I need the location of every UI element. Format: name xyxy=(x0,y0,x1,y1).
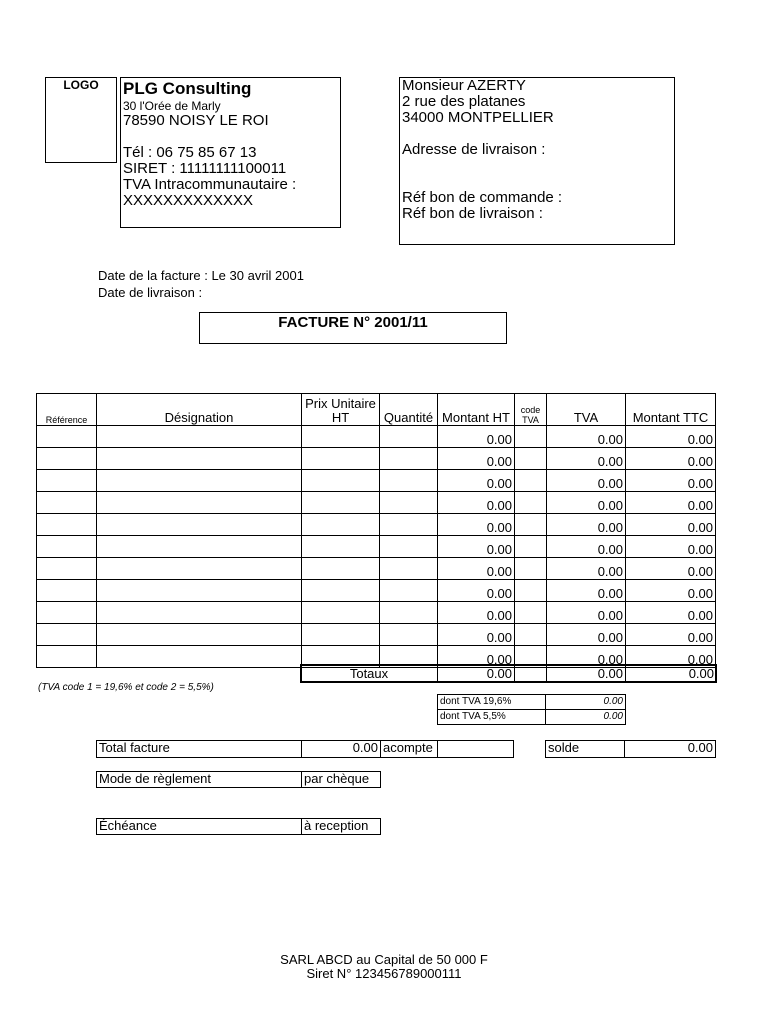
cell-montant-ht: 0.00 xyxy=(438,448,515,470)
payment-mode-label: Mode de règlement xyxy=(96,771,302,788)
cell-reference xyxy=(37,514,97,536)
header-reference: Référence xyxy=(37,394,97,426)
tva-55-value: 0.00 xyxy=(546,710,626,725)
cell-prix-unitaire xyxy=(302,448,380,470)
payment-mode-value: par chèque xyxy=(301,771,381,788)
cell-tva: 0.00 xyxy=(547,580,626,602)
cell-montant-ht: 0.00 xyxy=(438,602,515,624)
table-row xyxy=(37,514,716,536)
cell-reference xyxy=(37,602,97,624)
cell-montant-ttc: 0.00 xyxy=(626,558,716,580)
client-city: 34000 MONTPELLIER xyxy=(402,109,554,126)
header-tva: TVA xyxy=(547,394,626,426)
cell-reference xyxy=(37,624,97,646)
totals-ttc: 0.00 xyxy=(626,666,717,682)
header-montant-ht: Montant HT xyxy=(438,394,515,426)
solde-value: 0.00 xyxy=(624,740,716,758)
company-spacer xyxy=(123,129,340,145)
header-designation: Désignation xyxy=(97,394,302,426)
table-row xyxy=(37,558,716,580)
header-code-tva xyxy=(515,394,547,426)
table-row xyxy=(37,602,716,624)
cell-quantite xyxy=(380,426,438,448)
table-row xyxy=(37,536,716,558)
cell-designation xyxy=(97,426,302,448)
cell-tva: 0.00 xyxy=(547,470,626,492)
header-code-line1: code xyxy=(520,405,541,415)
cell-montant-ttc: 0.00 xyxy=(626,426,716,448)
cell-code-tva xyxy=(515,492,547,514)
cell-designation xyxy=(97,646,302,668)
header-quantite: Quantité xyxy=(380,394,438,426)
client-order-ref: Réf bon de commande : xyxy=(402,189,563,206)
cell-quantite xyxy=(380,514,438,536)
cell-montant-ttc: 0.00 xyxy=(626,492,716,514)
company-info xyxy=(120,77,341,228)
client-info xyxy=(399,77,675,245)
tva-breakdown-row xyxy=(438,695,626,710)
company-siret: SIRET : 11111111100011 xyxy=(123,160,287,177)
client-street: 2 rue des platanes xyxy=(402,93,526,110)
due-value: à reception xyxy=(301,818,381,835)
cell-tva: 0.00 xyxy=(547,536,626,558)
cell-designation xyxy=(97,536,302,558)
cell-code-tva xyxy=(515,470,547,492)
cell-prix-unitaire xyxy=(302,492,380,514)
company-phone: Tél : 06 75 85 67 13 xyxy=(123,144,257,161)
cell-designation xyxy=(97,514,302,536)
cell-tva: 0.00 xyxy=(547,602,626,624)
header-code-line2: TVA xyxy=(522,415,539,425)
delivery-date: Date de livraison : xyxy=(98,285,203,300)
cell-designation xyxy=(97,492,302,514)
cell-code-tva xyxy=(515,602,547,624)
company-tva-value: XXXXXXXXXXXXX xyxy=(123,192,254,209)
cell-tva: 0.00 xyxy=(547,514,626,536)
cell-code-tva xyxy=(515,558,547,580)
client-spacer xyxy=(402,126,674,142)
header-prix-line1: Prix Unitaire xyxy=(305,396,376,411)
cell-designation xyxy=(97,602,302,624)
cell-montant-ttc: 0.00 xyxy=(626,470,716,492)
cell-designation xyxy=(97,470,302,492)
cell-quantite xyxy=(380,536,438,558)
tva-breakdown xyxy=(437,694,626,725)
tva-code-note: (TVA code 1 = 19,6% et code 2 = 5,5%) xyxy=(38,682,214,693)
cell-prix-unitaire xyxy=(302,536,380,558)
cell-prix-unitaire xyxy=(302,426,380,448)
cell-montant-ht: 0.00 xyxy=(438,558,515,580)
cell-prix-unitaire xyxy=(302,624,380,646)
header-prix-unitaire xyxy=(302,394,380,426)
company-address-line1: 30 l'Orée de Marly xyxy=(123,99,221,113)
cell-montant-ttc: 0.00 xyxy=(626,580,716,602)
invoice-title: FACTURE N° 2001/11 xyxy=(199,312,507,344)
cell-montant-ttc: 0.00 xyxy=(626,536,716,558)
totals-frame xyxy=(300,664,717,683)
company-tva-label: TVA Intracommunautaire : xyxy=(123,176,297,193)
footer-siret: Siret N° 123456789000111 xyxy=(306,966,462,981)
totals-tva: 0.00 xyxy=(547,666,626,682)
cell-reference xyxy=(37,580,97,602)
solde-label: solde xyxy=(545,740,625,758)
cell-designation xyxy=(97,558,302,580)
table-row xyxy=(37,624,716,646)
table-row xyxy=(37,470,716,492)
cell-prix-unitaire xyxy=(302,580,380,602)
cell-code-tva xyxy=(515,536,547,558)
tva-55-label: dont TVA 5,5% xyxy=(438,710,546,725)
footer xyxy=(0,953,768,981)
cell-quantite xyxy=(380,602,438,624)
items-table xyxy=(36,393,716,668)
cell-montant-ttc: 0.00 xyxy=(626,514,716,536)
cell-code-tva xyxy=(515,514,547,536)
cell-tva: 0.00 xyxy=(547,558,626,580)
table-row xyxy=(37,580,716,602)
client-delivery-ref: Réf bon de livraison : xyxy=(402,205,543,222)
acompte-label: acompte xyxy=(380,740,438,758)
cell-montant-ht: 0.00 xyxy=(438,514,515,536)
invoice-dates xyxy=(98,267,304,301)
cell-montant-ht: 0.00 xyxy=(438,624,515,646)
cell-code-tva xyxy=(515,624,547,646)
cell-montant-ttc: 0.00 xyxy=(626,624,716,646)
cell-montant-ttc: 0.00 xyxy=(626,602,716,624)
client-spacer-2 xyxy=(402,158,674,190)
cell-montant-ttc: 0.00 xyxy=(626,448,716,470)
logo-placeholder xyxy=(45,77,117,163)
cell-quantite xyxy=(380,492,438,514)
cell-tva: 0.00 xyxy=(547,624,626,646)
tva-196-value: 0.00 xyxy=(546,695,626,710)
table-row xyxy=(37,448,716,470)
company-address-line2: 78590 NOISY LE ROI xyxy=(123,112,269,129)
cell-quantite xyxy=(380,470,438,492)
cell-montant-ttc: 0.00 xyxy=(626,646,716,668)
cell-montant-ht: 0.00 xyxy=(438,426,515,448)
totals-ht: 0.00 xyxy=(438,666,515,682)
cell-prix-unitaire xyxy=(302,558,380,580)
cell-montant-ht: 0.00 xyxy=(438,536,515,558)
client-name: Monsieur AZERTY xyxy=(402,77,526,94)
table-row xyxy=(37,492,716,514)
due-label: Échéance xyxy=(96,818,302,835)
cell-reference xyxy=(37,536,97,558)
cell-code-tva xyxy=(515,448,547,470)
totals-label: Totaux xyxy=(301,666,438,682)
tva-breakdown-row xyxy=(438,710,626,725)
cell-montant-ht: 0.00 xyxy=(438,580,515,602)
cell-designation xyxy=(97,624,302,646)
cell-tva: 0.00 xyxy=(547,646,626,668)
cell-prix-unitaire xyxy=(302,514,380,536)
company-name: PLG Consulting xyxy=(123,79,252,98)
table-row xyxy=(37,426,716,448)
cell-quantite xyxy=(380,624,438,646)
cell-quantite xyxy=(380,580,438,602)
cell-prix-unitaire xyxy=(302,602,380,624)
cell-code-tva xyxy=(515,426,547,448)
invoice-date: Date de la facture : Le 30 avril 2001 xyxy=(98,268,304,283)
total-facture-value: 0.00 xyxy=(301,740,381,758)
cell-reference xyxy=(37,492,97,514)
cell-designation xyxy=(97,448,302,470)
cell-code-tva xyxy=(515,580,547,602)
header-montant-ttc: Montant TTC xyxy=(626,394,716,426)
logo-label: LOGO xyxy=(63,78,99,92)
cell-tva: 0.00 xyxy=(547,426,626,448)
acompte-value xyxy=(437,740,514,758)
client-delivery-address: Adresse de livraison : xyxy=(402,141,546,158)
cell-tva: 0.00 xyxy=(547,448,626,470)
footer-capital: SARL ABCD au Capital de 50 000 F xyxy=(280,952,488,967)
tva-196-label: dont TVA 19,6% xyxy=(438,695,546,710)
cell-reference xyxy=(37,646,97,668)
cell-tva: 0.00 xyxy=(547,492,626,514)
cell-quantite xyxy=(380,558,438,580)
cell-quantite xyxy=(380,448,438,470)
cell-reference xyxy=(37,558,97,580)
header-prix-line2: HT xyxy=(331,410,350,425)
table-header-row xyxy=(37,394,716,426)
total-facture-label: Total facture xyxy=(96,740,302,758)
cell-montant-ht: 0.00 xyxy=(438,492,515,514)
cell-montant-ht: 0.00 xyxy=(438,470,515,492)
cell-reference xyxy=(37,448,97,470)
cell-reference xyxy=(37,470,97,492)
cell-designation xyxy=(97,580,302,602)
cell-prix-unitaire xyxy=(302,470,380,492)
cell-reference xyxy=(37,426,97,448)
cell-montant-ht: 0.00 xyxy=(438,646,515,668)
